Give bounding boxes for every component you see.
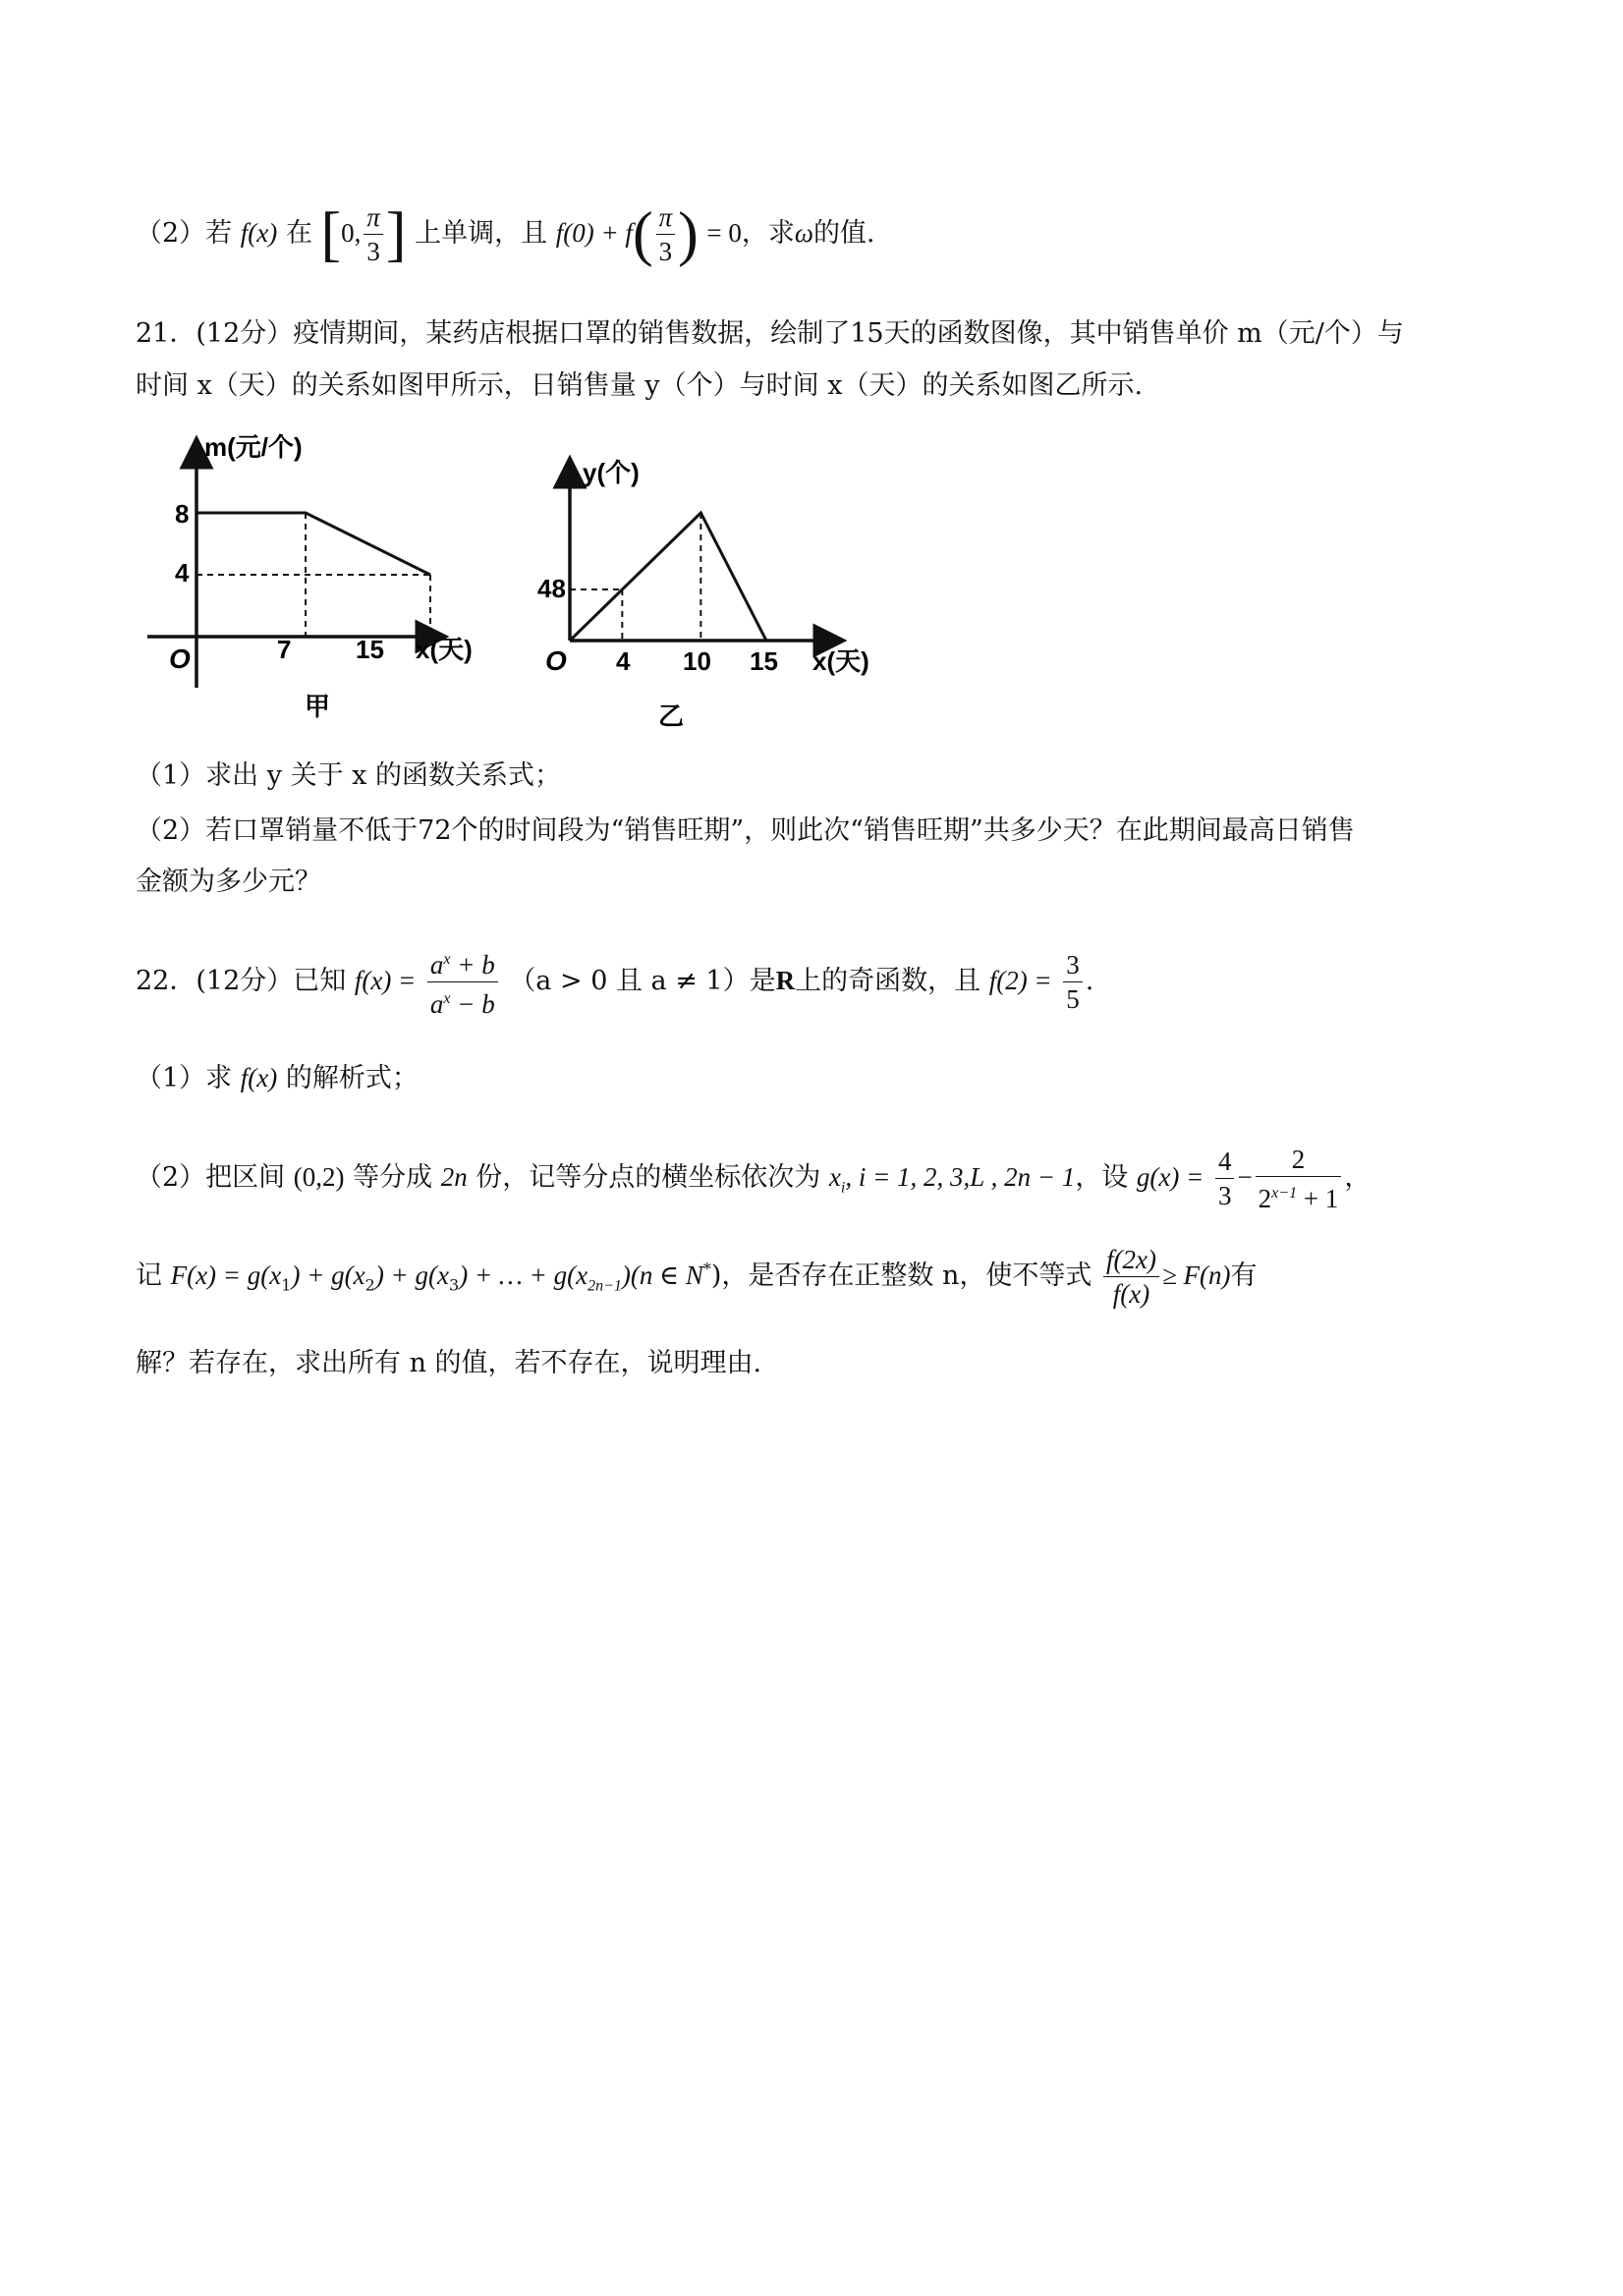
four-thirds bbox=[1215, 1145, 1235, 1212]
den-exp: x bbox=[443, 990, 451, 1007]
jia-ylabel: m(元/个) bbox=[204, 432, 303, 462]
q22-period: . bbox=[1085, 966, 1094, 996]
jia-xtick-15: 15 bbox=[356, 635, 384, 664]
l4-plus-g-2: ) + g(x bbox=[374, 1260, 449, 1290]
ineq-fraction bbox=[1103, 1243, 1159, 1311]
q22-fraction bbox=[427, 943, 498, 1021]
l4-F: F(x) = g(x bbox=[170, 1260, 282, 1290]
q22-part1 bbox=[136, 1058, 419, 1098]
figure-yi bbox=[535, 452, 899, 737]
p2-e: ，设 bbox=[1075, 1162, 1129, 1193]
l4-sub3: 3 bbox=[449, 1275, 460, 1295]
q21-part1: （1）求出 y 关于 x 的函数关系式； bbox=[136, 760, 561, 791]
q20-text3: 的值. bbox=[812, 218, 875, 249]
yi-xtick-15: 15 bbox=[750, 646, 778, 676]
p2-2n: 2n bbox=[440, 1162, 468, 1192]
q20-in: 在 bbox=[285, 218, 312, 249]
q21-line1: 21．(12分）疫情期间，某药店根据口罩的销售数据，绘制了15天的函数图像，其中销售单价 m（元/个）与 bbox=[136, 318, 1404, 349]
eq-zero: = 0 bbox=[706, 218, 742, 248]
num-tail: + b bbox=[450, 950, 495, 980]
pi-den: 3 bbox=[366, 237, 380, 266]
right-paren: ) bbox=[678, 200, 699, 268]
q22-part1-tail: 的解析式； bbox=[285, 1063, 419, 1093]
q20-text2: ，求 bbox=[741, 218, 795, 249]
ineq-num: f(2x) bbox=[1103, 1243, 1159, 1277]
l4-dots: ) + … + g(x bbox=[459, 1260, 588, 1290]
p2-interval: (0,2) bbox=[293, 1162, 345, 1192]
omega-symbol: ω bbox=[794, 218, 813, 248]
q22-tail: 上的奇函数，且 bbox=[795, 966, 981, 996]
q22-part2-line3: 解？若存在，求出所有 n 的值，若不存在，说明理由. bbox=[136, 1348, 762, 1378]
l4-d: 有 bbox=[1230, 1260, 1258, 1291]
interval-zero: 0, bbox=[341, 218, 362, 248]
three-fifths bbox=[1063, 948, 1083, 1016]
l4-b: )(n ∈ N bbox=[621, 1260, 703, 1290]
real-set-R: R bbox=[775, 966, 796, 995]
num-exp: x bbox=[443, 951, 451, 968]
q22-part2-line1 bbox=[136, 1138, 1371, 1227]
q20-part2 bbox=[136, 198, 875, 268]
q22-f2: f(2) = bbox=[988, 966, 1052, 995]
yi-xtick-10: 10 bbox=[683, 646, 711, 676]
p2-x-sub: i bbox=[840, 1179, 846, 1197]
right-bracket: ] bbox=[385, 200, 407, 268]
jia-price-line bbox=[196, 513, 430, 575]
q21-part2-line1: （2）若口罩销量不低于72个的时间段为“销售旺期”，则此次“销售旺期”共多少天？在此期间最高日销售 bbox=[136, 815, 1355, 846]
g-second-fraction bbox=[1256, 1143, 1342, 1215]
yi-ytick-48: 48 bbox=[537, 574, 566, 603]
pi-num-b: π bbox=[656, 200, 676, 235]
l4-star: * bbox=[702, 1260, 711, 1278]
l4-plus-g-1: ) + g(x bbox=[291, 1260, 365, 1290]
q20-text1: 上单调，且 bbox=[415, 218, 548, 249]
q22-part1-label: （1）求 bbox=[136, 1063, 233, 1093]
q22-fx: f(x) = bbox=[354, 966, 417, 995]
den-a: a bbox=[429, 989, 444, 1019]
jia-origin: O bbox=[169, 644, 191, 674]
g-d2-exp: x−1 bbox=[1271, 1184, 1298, 1202]
q22-head: 22．(12分）已知 bbox=[136, 966, 347, 996]
fx-symbol: f(x) bbox=[240, 218, 278, 248]
yi-sales-line bbox=[570, 513, 766, 641]
jia-xtick-7: 7 bbox=[277, 635, 292, 664]
q21-line2: 时间 x（天）的关系如图甲所示，日销售量 y（个）与时间 x（天）的关系如图乙所示. bbox=[136, 370, 1144, 401]
jia-caption: 甲 bbox=[305, 692, 331, 721]
yi-xlabel: x(天) bbox=[812, 646, 869, 676]
g-d2-base: 2 bbox=[1258, 1183, 1272, 1213]
q22-part2-line2 bbox=[136, 1230, 1258, 1325]
jia-ytick-4: 4 bbox=[175, 558, 190, 588]
f2-den: 5 bbox=[1066, 984, 1080, 1014]
figure-jia bbox=[138, 432, 501, 727]
p2-b: 等分成 bbox=[353, 1162, 433, 1193]
g-n2: 2 bbox=[1256, 1143, 1342, 1177]
den-tail: − b bbox=[450, 989, 495, 1019]
p2-c: 份，记等分点的横坐标依次为 bbox=[476, 1162, 821, 1193]
p2-gx: g(x) = bbox=[1136, 1162, 1204, 1192]
f0-expr: f(0) + f bbox=[555, 218, 633, 248]
q22-part1-fx: f(x) bbox=[240, 1063, 278, 1092]
p2-comma: ， bbox=[1344, 1162, 1371, 1193]
yi-caption: 乙 bbox=[658, 701, 685, 731]
left-paren: ( bbox=[632, 200, 653, 268]
q22-denominator bbox=[427, 982, 498, 1021]
g-n1: 4 bbox=[1215, 1145, 1235, 1179]
yi-ylabel: y(个) bbox=[583, 458, 640, 487]
g-d2-tail: + 1 bbox=[1297, 1183, 1339, 1213]
q22-condition: （a > 0 且 a ≠ 1）是 bbox=[509, 966, 776, 996]
jia-ytick-8: 8 bbox=[175, 499, 190, 529]
q22-numerator bbox=[427, 943, 498, 982]
pi-over-3-b bbox=[656, 200, 676, 268]
jia-xlabel: x(天) bbox=[416, 635, 473, 664]
q21-part2-line2: 金额为多少元？ bbox=[136, 867, 321, 897]
l4-sub2: 2 bbox=[364, 1275, 375, 1295]
g-d1: 3 bbox=[1217, 1181, 1232, 1210]
l4-sub2n: 2n−1 bbox=[588, 1277, 622, 1295]
g-minus: − bbox=[1237, 1162, 1253, 1192]
g-d2 bbox=[1256, 1177, 1342, 1215]
f2-num: 3 bbox=[1063, 948, 1083, 982]
pi-num: π bbox=[364, 200, 383, 235]
ineq-den: f(x) bbox=[1112, 1279, 1150, 1309]
q22-statement bbox=[136, 941, 1093, 1021]
l4-a: 记 bbox=[136, 1260, 162, 1291]
pi-den-b: 3 bbox=[658, 237, 673, 266]
p2-a: （2）把区间 bbox=[136, 1162, 286, 1193]
yi-xtick-4: 4 bbox=[616, 646, 631, 676]
left-bracket: [ bbox=[320, 200, 342, 268]
p2-x: x bbox=[828, 1162, 841, 1192]
q20-label: （2）若 bbox=[136, 218, 233, 249]
l4-sub1: 1 bbox=[281, 1275, 292, 1295]
ineq-tail: ≥ F(n) bbox=[1161, 1260, 1231, 1290]
num-a: a bbox=[429, 950, 444, 980]
yi-origin: O bbox=[545, 645, 567, 676]
l4-c: )，是否存在正整数 n，使不等式 bbox=[710, 1260, 1092, 1291]
p2-index-list: , i = 1, 2, 3,L , 2n − 1 bbox=[845, 1162, 1076, 1192]
pi-over-3 bbox=[364, 200, 383, 268]
